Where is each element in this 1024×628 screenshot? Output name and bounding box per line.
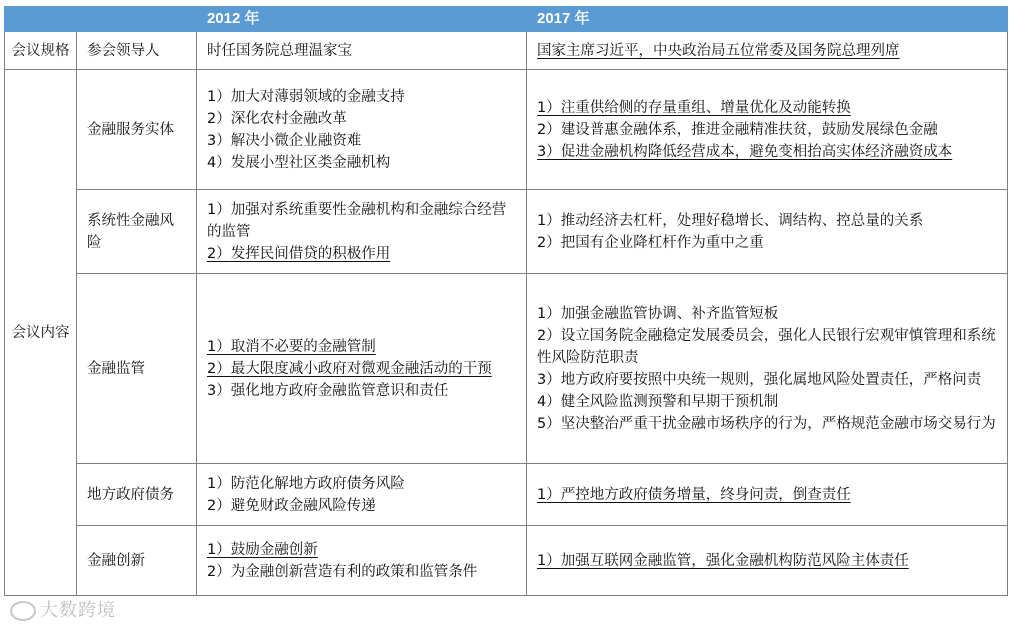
- header-blank-cell: [77, 7, 197, 32]
- group-cell: 会议规格: [5, 32, 77, 70]
- list-item: 3）解决小微企业融资难: [207, 132, 362, 149]
- table-row: [5, 190, 1008, 274]
- table-header-row: [5, 7, 1008, 32]
- cell-2017: [527, 190, 1008, 274]
- list-item: 2）设立国务院金融稳定发展委员会，强化人民银行宏观审慎管理和系统性风险防范职责: [537, 327, 996, 366]
- list-item: 2）为金融创新营造有利的政策和监管条件: [207, 563, 478, 580]
- topic-cell: 系统性金融风险: [77, 190, 197, 274]
- cell-2012: [197, 526, 527, 596]
- topic-cell: 金融创新: [77, 526, 197, 596]
- cell-2012: [197, 274, 527, 464]
- topic-cell: 地方政府债务: [77, 464, 197, 526]
- header-2017: 2017 年: [527, 7, 1008, 32]
- list-item: 4）健全风险监测预警和早期干预机制: [537, 393, 779, 410]
- list-item: 5）坚决整治严重干扰金融市场秩序的行为，严格规范金融市场交易行为: [537, 415, 996, 432]
- cell-2012: [197, 70, 527, 190]
- list-item: 1）加强互联网金融监管，强化金融机构防范风险主体责任: [537, 552, 909, 569]
- table-row: [5, 274, 1008, 464]
- list-item: 国家主席习近平，中央政治局五位常委及国务院总理列席: [537, 42, 900, 59]
- cell-2012: [197, 464, 527, 526]
- list-item: 1）严控地方政府债务增量，终身问责，倒查责任: [537, 486, 851, 503]
- list-item: 2）建设普惠金融体系，推进金融精准扶贫，鼓励发展绿色金融: [537, 121, 938, 138]
- watermark-logo-icon: [10, 601, 36, 621]
- group-cell: 会议内容: [5, 70, 77, 596]
- list-item: 1）加大对薄弱领域的金融支持: [207, 88, 405, 105]
- cell-2017: [527, 526, 1008, 596]
- list-item: 1）推动经济去杠杆，处理好稳增长、调结构、控总量的关系: [537, 212, 924, 229]
- list-item: 3）地方政府要按照中央统一规则，强化属地风险处置责任，严格问责: [537, 371, 982, 388]
- header-2012: 2012 年: [197, 7, 527, 32]
- cell-2012: [197, 32, 527, 70]
- comparison-table: [4, 6, 1008, 596]
- list-item: 2）最大限度减小政府对微观金融活动的干预: [207, 360, 492, 377]
- cell-2012: [197, 190, 527, 274]
- table-row: [5, 526, 1008, 596]
- list-item: 1）取消不必要的金融管制: [207, 338, 376, 355]
- list-item: 1）加强金融监管协调、补齐监管短板: [537, 305, 779, 322]
- cell-2017: [527, 70, 1008, 190]
- cell-2017: [527, 274, 1008, 464]
- list-item: 3）强化地方政府金融监管意识和责任: [207, 382, 449, 399]
- topic-cell: 金融服务实体: [77, 70, 197, 190]
- list-item: 2）避免财政金融风险传递: [207, 497, 376, 514]
- table-row: [5, 32, 1008, 70]
- list-item: 4）发展小型社区类金融机构: [207, 154, 391, 171]
- table-row: [5, 70, 1008, 190]
- list-item: 1）防范化解地方政府债务风险: [207, 475, 405, 492]
- list-item: 2）发挥民间借贷的积极作用: [207, 245, 391, 262]
- watermark-text: 大数跨境: [40, 600, 116, 621]
- list-item: 1）加强对系统重要性金融机构和金融综合经营的监管: [207, 201, 507, 240]
- watermark: [10, 596, 116, 622]
- table-row: [5, 464, 1008, 526]
- list-item: 2）深化农村金融改革: [207, 110, 347, 127]
- cell-2017: [527, 32, 1008, 70]
- list-item: 2）把国有企业降杠杆作为重中之重: [537, 234, 764, 251]
- list-item: 1）鼓励金融创新: [207, 541, 318, 558]
- header-blank-cell: [5, 7, 77, 32]
- topic-cell: 参会领导人: [77, 32, 197, 70]
- list-item: 1）注重供给侧的存量重组、增量优化及动能转换: [537, 99, 851, 116]
- list-item: 时任国务院总理温家宝: [207, 42, 352, 59]
- list-item: 3）促进金融机构降低经营成本，避免变相抬高实体经济融资成本: [537, 143, 953, 160]
- cell-2017: [527, 464, 1008, 526]
- topic-cell: 金融监管: [77, 274, 197, 464]
